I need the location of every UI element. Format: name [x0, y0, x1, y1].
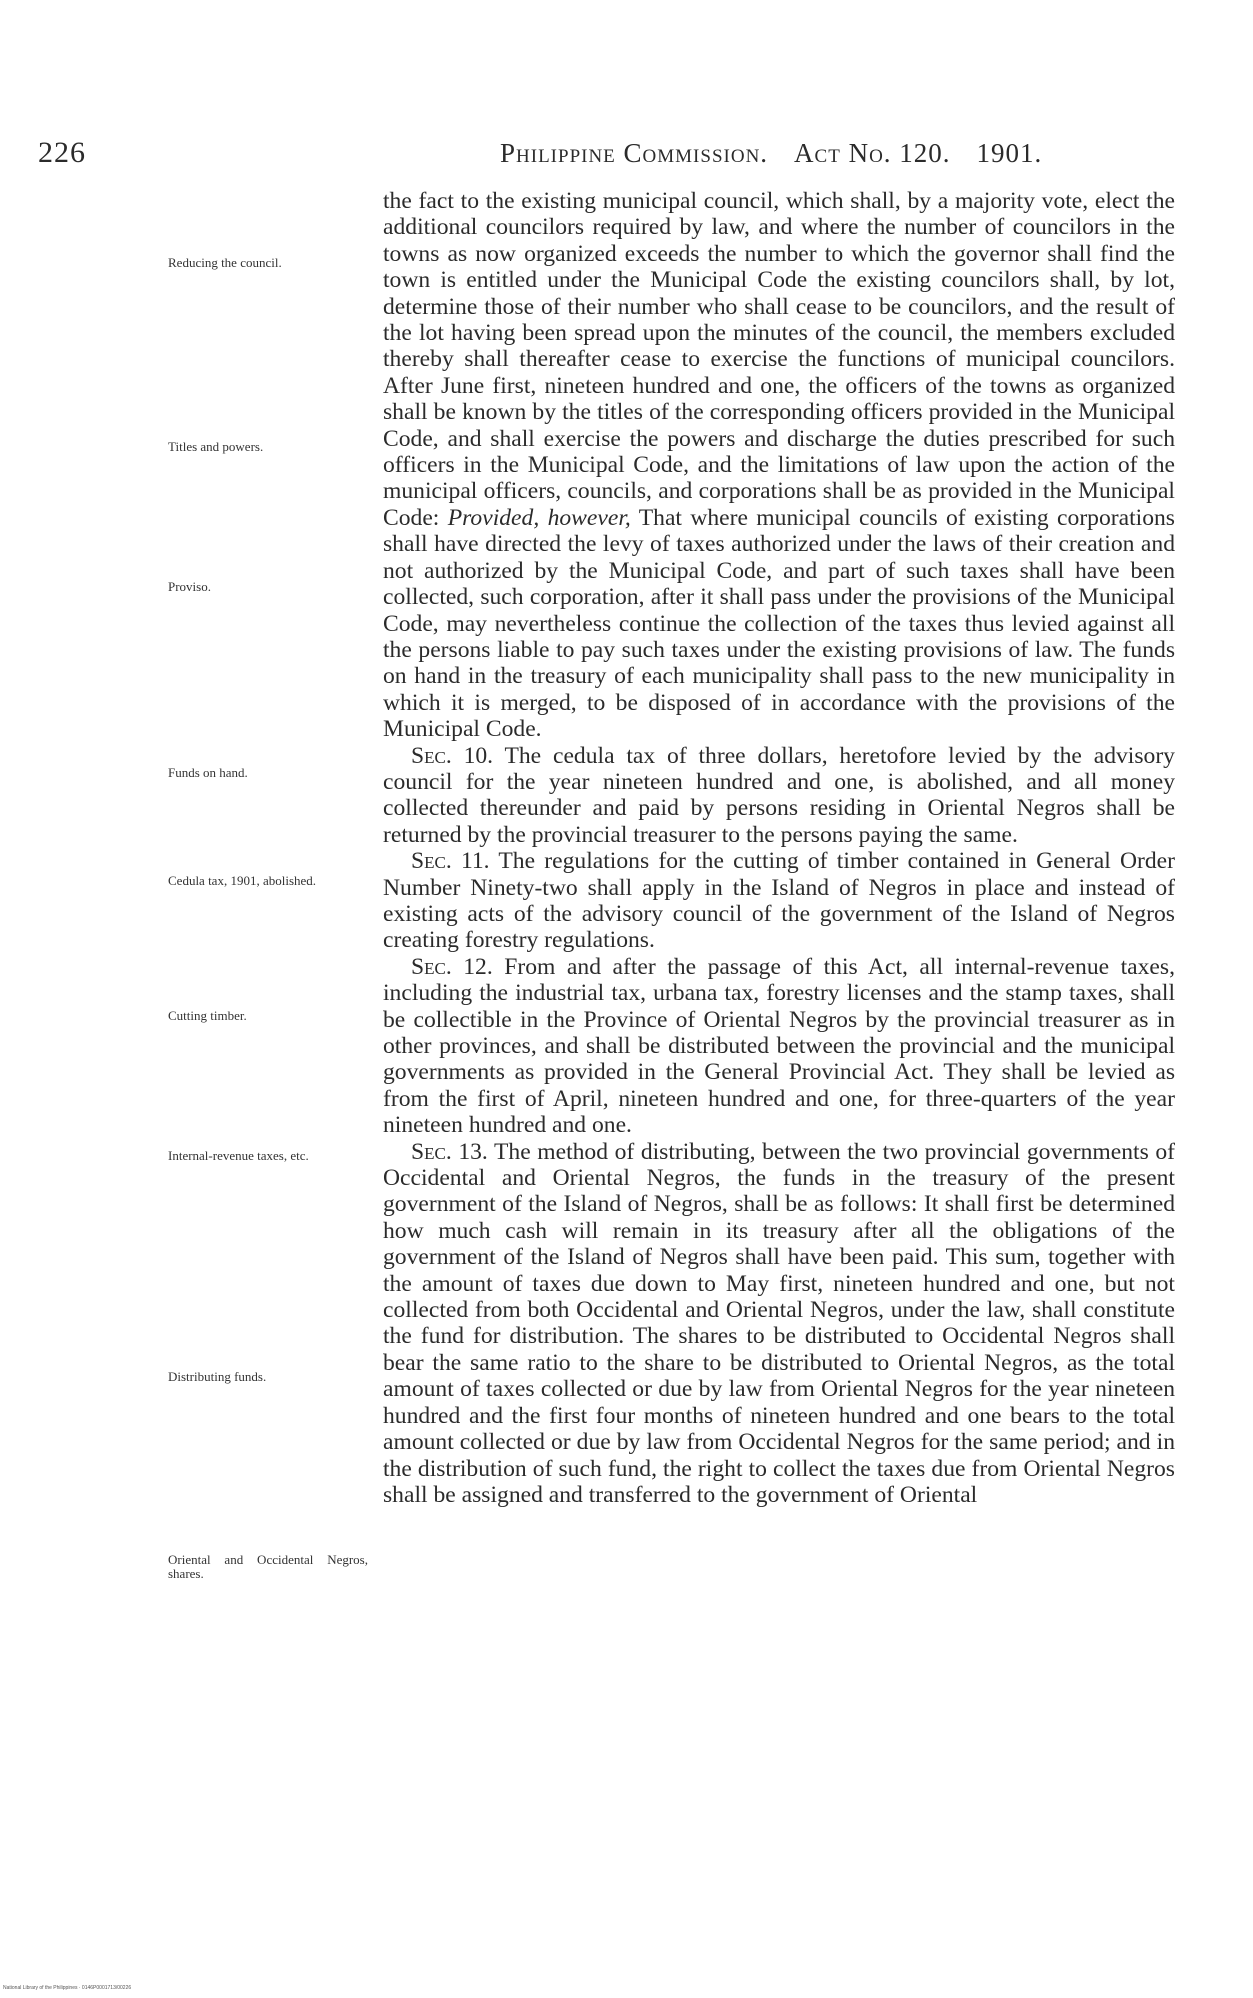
section-text: The method of distributing, between the two provincial governments of Occidental and Oriental Negros, the funds in the treasury of the present government of the Island of Negros, shall be as follows: It shall first be determined how much cash will remain in its treasury after all the obligations of the government of the Island of Negros shall have been paid. This sum, together with the amount of taxes due down to May first, nineteen hundred and one, but not collected from both Occidental and Oriental Negros, under the law, shall constitute the fund for distribution. The shares to be distributed to Occidental Negros shall bear the same ratio to the share to be distributed to Oriental Negros, as the total amount of taxes collected or due by law from Oriental Negros for the year nineteen hundred and the first four months of nineteen hundred and one bears to the total amount collected or due by law from Occidental Negros for the same period; and in the distribution of such fund, the right to collect the taxes due from Oriental Negros shall be assigned and transferred to the government of Oriental [383, 1138, 1175, 1508]
running-head [500, 138, 1042, 169]
margin-note-proviso: Proviso. [168, 579, 211, 594]
margin-note-oriental-occidental-shares: Oriental and Occidental Negros, shares. [168, 1552, 368, 1581]
margin-note-internal-revenue: Internal-revenue taxes, etc. [168, 1148, 309, 1163]
section-10 [383, 743, 1175, 849]
section-label: Sec. 10. [411, 742, 494, 769]
section-13 [383, 1139, 1175, 1509]
running-head-year: 1901. [976, 138, 1043, 168]
section-text: The regulations for the cutting of timber contained in General Order Number Ninety-two shall apply in the Island of Negros in place and instead of existing acts of the advisory council of the government of the Island of Negros creating forestry regulations. [383, 848, 1175, 954]
section-label: Sec. 12. [411, 953, 493, 980]
body-text [383, 188, 1175, 1508]
margin-note-reducing-council: Reducing the council. [168, 255, 282, 270]
running-head-title: Philippine Commission. [500, 138, 769, 168]
paragraph-text: the fact to the existing municipal council, which shall, by a majority vote, elect the additional councilors required by law, and where the number of councilors in the towns as now organized exceeds the number to which the governor shall find the town is entitled under the Municipal Code the existing councilors shall, by lot, determine those of their number who shall cease to be councilors, and the result of the lot having been spread upon the minutes of the council, the members excluded thereby shall thereafter cease to exercise the functions of municipal councilors. After June first, nineteen hundred and one, the officers of the towns as organized shall be known by the titles of the corresponding officers provided in the Municipal Code, and shall exercise the powers and discharge the duties prescribed for such officers in the Municipal Code, and the limitations of law upon the action of the municipal officers, councils, and corporations shall be as provided in the Municipal Code: [383, 188, 1175, 531]
footer-credit: National Library of the Philippines · 0146P0001713/00226 [3, 1985, 132, 1991]
proviso-phrase: Provided, however, [447, 504, 631, 531]
page-number: 226 [38, 136, 86, 169]
section-label: Sec. 11. [411, 848, 490, 875]
margin-note-titles-powers: Titles and powers. [168, 439, 264, 454]
margin-note-distributing-funds: Distributing funds. [168, 1369, 267, 1384]
margin-note-cedula-tax: Cedula tax, 1901, abolished. [168, 873, 317, 888]
section-text: From and after the passage of this Act, all internal-revenue taxes, including the industrial tax, urbana tax, forestry licenses and the stamp taxes, shall be collectible in the Province of Oriental Negros by the provincial treasurer as in other provinces, and shall be distributed between the provincial and the municipal governments as provided in the General Provincial Act. They shall be levied as from the first of April, nineteen hundred and one, for three-quarters of the year nineteen hundred and one. [383, 953, 1175, 1139]
section-12 [383, 954, 1175, 1139]
running-head-act: Act No. 120. [794, 138, 951, 168]
section-11 [383, 848, 1175, 954]
paragraph-continued [383, 188, 1175, 743]
margin-note-funds-on-hand: Funds on hand. [168, 765, 248, 780]
section-text: The cedula tax of three dollars, heretofore levied by the advisory council for the year nineteen hundred and one, is abolished, and all money collected thereunder and paid by persons residing in Oriental Negros shall be returned by the provincial treasurer to the persons paying the same. [383, 742, 1175, 848]
margin-note-cutting-timber: Cutting timber. [168, 1008, 247, 1023]
paragraph-text: That where municipal councils of existing corporations shall have directed the levy of taxes authorized under the laws of their creation and not authorized by the Municipal Code, and part of such taxes shall have been collected, such corporation, after it shall pass under the provisions of the Municipal Code, may nevertheless continue the collection of the taxes thus levied against all the persons liable to pay such taxes under the existing provisions of law. The funds on hand in the treasury of each municipality shall pass to the new municipality in which it is merged, to be disposed of in accordance with the provisions of the Municipal Code. [383, 504, 1175, 743]
section-label: Sec. 13. [411, 1138, 488, 1165]
